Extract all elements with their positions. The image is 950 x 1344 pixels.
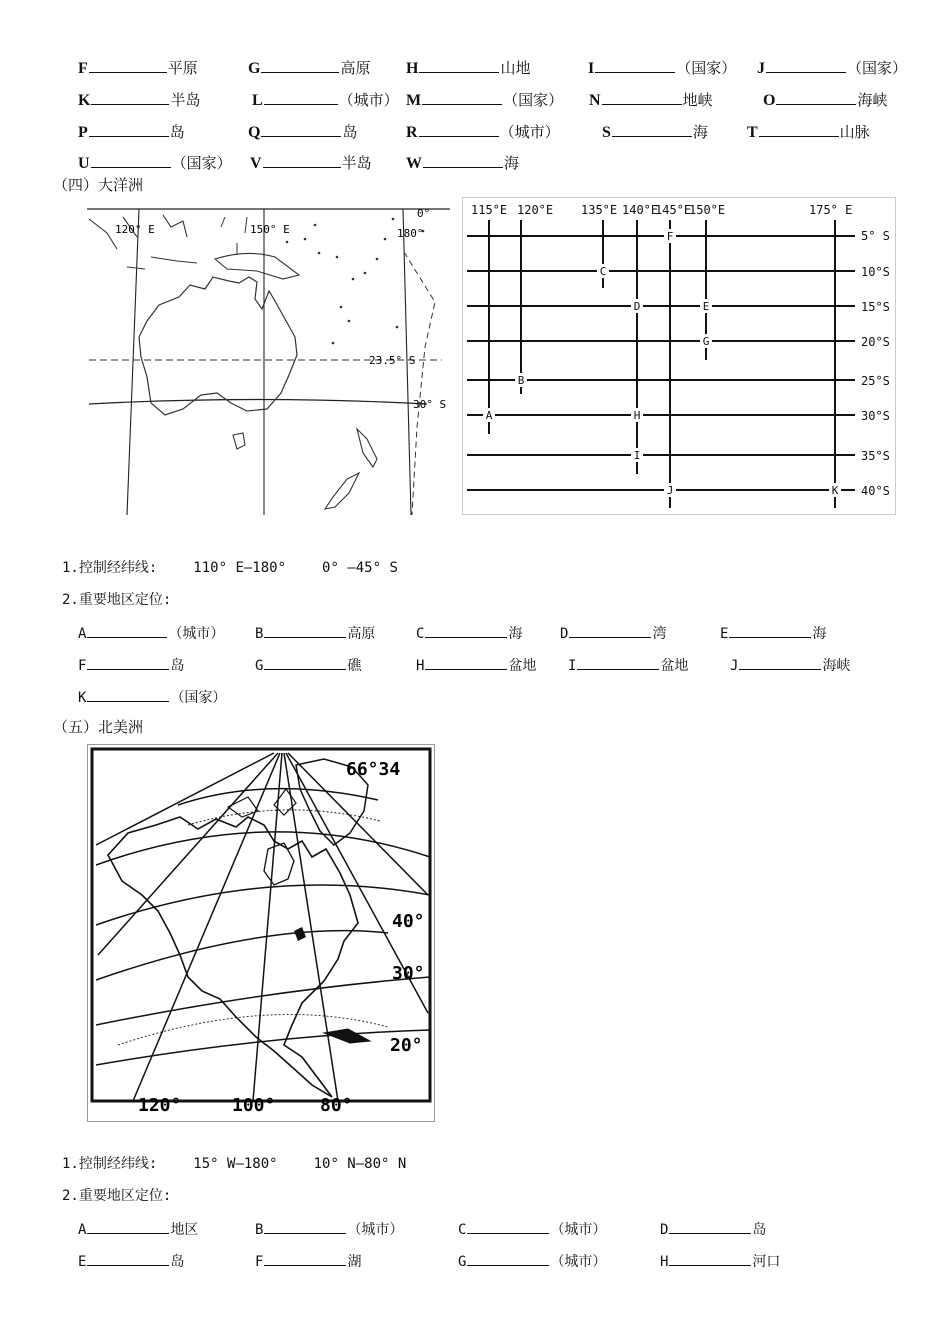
svg-text:15°S: 15°S — [861, 300, 890, 314]
oceania-grid — [462, 197, 896, 515]
fill-item-W: W 海 — [406, 150, 519, 177]
answer-blank[interactable] — [261, 55, 339, 73]
label-tropic: 23.5° S — [369, 354, 416, 367]
svg-text:120°E: 120°E — [517, 203, 554, 217]
fill-item-U: U （国家） — [78, 150, 232, 177]
fill-item-T: T 山脉 — [747, 119, 870, 146]
oceania-item-B: B 高原 — [255, 620, 375, 647]
answer-blank[interactable] — [264, 1248, 346, 1266]
section-heading-oceania: （四）大洋洲 — [53, 176, 144, 194]
na-item-A: A 地区 — [78, 1216, 198, 1243]
answer-blank[interactable] — [467, 1248, 549, 1266]
grid-point-K: K — [831, 484, 839, 497]
answer-blank[interactable] — [87, 620, 167, 638]
oceania-item-D: D 湾 — [560, 620, 666, 647]
oceania-item-G: G 礁 — [255, 652, 361, 679]
oceania-item-K: K （国家） — [78, 684, 226, 711]
answer-blank[interactable] — [467, 1216, 549, 1234]
oceania-item-C: C 海 — [416, 620, 522, 647]
answer-blank[interactable] — [264, 1216, 346, 1234]
grid-point-I: I — [633, 449, 641, 462]
section-heading-north-america: （五）北美洲 — [53, 718, 144, 736]
answer-blank[interactable] — [89, 55, 167, 73]
answer-blank[interactable] — [264, 620, 346, 638]
asia-row-4 — [0, 150, 950, 176]
svg-text:35°S: 35°S — [861, 449, 890, 463]
na-item-H: H 河口 — [660, 1248, 780, 1275]
answer-blank[interactable] — [419, 119, 499, 137]
fill-item-G: G 高原 — [248, 55, 370, 82]
label-lon-150: 150° E — [250, 223, 290, 236]
svg-text:25°S: 25°S — [861, 374, 890, 388]
asia-row-2 — [0, 87, 950, 113]
fill-item-I: I （国家） — [588, 55, 736, 82]
answer-blank[interactable] — [602, 87, 682, 105]
na-locate-label: 2.重要地区定位: — [62, 1188, 172, 1204]
label-arctic: 66°34 — [346, 759, 401, 780]
answer-blank[interactable] — [669, 1216, 751, 1234]
oceania-map — [87, 197, 450, 515]
grid-point-J: J — [666, 484, 674, 497]
grid-point-A: A — [485, 409, 493, 422]
fill-item-N: N 地峡 — [589, 87, 713, 114]
answer-blank[interactable] — [423, 150, 503, 168]
answer-blank[interactable] — [261, 119, 341, 137]
svg-text:175° E: 175° E — [809, 203, 853, 217]
oceania-item-H: H 盆地 — [416, 652, 536, 679]
answer-blank[interactable] — [569, 620, 651, 638]
fill-item-Q: Q 岛 — [248, 119, 357, 146]
label-lon-80: 80° — [320, 1095, 353, 1116]
answer-blank[interactable] — [419, 55, 499, 73]
fill-item-H: H 山地 — [406, 55, 530, 82]
fill-item-K: K 半岛 — [78, 87, 200, 114]
grid-lat-labels — [861, 229, 890, 498]
oceania-item-F: F 岛 — [78, 652, 184, 679]
na-item-G: G （城市） — [458, 1248, 606, 1275]
fill-item-L: L （城市） — [252, 87, 399, 114]
north-america-coast — [108, 817, 358, 1097]
svg-text:20°S: 20°S — [861, 335, 890, 349]
grid-point-H: H — [633, 409, 641, 422]
answer-blank[interactable] — [91, 87, 169, 105]
svg-text:30°S: 30°S — [861, 409, 890, 423]
label-lon-100: 100° — [232, 1095, 276, 1116]
oceania-item-A: A （城市） — [78, 620, 224, 647]
fill-item-V: V 半岛 — [250, 150, 372, 177]
label-lon-120: 120° E — [115, 223, 155, 236]
svg-text:5° S: 5° S — [861, 229, 890, 243]
answer-blank[interactable] — [264, 87, 338, 105]
asia-row-1 — [0, 55, 950, 81]
na-row-2 — [0, 1248, 950, 1274]
answer-blank[interactable] — [729, 620, 811, 638]
na-item-F: F 湖 — [255, 1248, 361, 1275]
grid-lon-labels — [471, 203, 852, 217]
label-lat-30: 30° S — [413, 398, 447, 411]
label-lon-180: 180° — [397, 227, 424, 240]
oceania-item-E: E 海 — [720, 620, 826, 647]
meridian-120 — [127, 209, 139, 515]
grid-point-G: G — [702, 335, 710, 348]
label-lon-120: 120° — [138, 1095, 182, 1116]
oceania-item-J: J 海峡 — [730, 652, 850, 679]
na-item-B: B （城市） — [255, 1216, 403, 1243]
fill-item-F: F 平原 — [78, 55, 198, 82]
answer-blank[interactable] — [425, 652, 507, 670]
fill-item-S: S 海 — [602, 119, 708, 146]
na-row-1 — [0, 1216, 950, 1242]
svg-text:115°E: 115°E — [471, 203, 508, 217]
oceania-control-lines: 1.控制经纬线: 110° E—180° 0° —45° S — [62, 560, 398, 576]
answer-blank[interactable] — [612, 119, 692, 137]
grid-point-E: E — [702, 300, 710, 313]
answer-blank[interactable] — [577, 652, 659, 670]
label-lat-40: 40° — [392, 911, 425, 932]
oceania-item-I: I 盆地 — [568, 652, 688, 679]
label-lat-30: 30° — [392, 963, 425, 984]
oceania-row-3 — [0, 684, 950, 710]
fill-item-M: M （国家） — [406, 87, 563, 114]
answer-blank[interactable] — [87, 1248, 169, 1266]
answer-blank[interactable] — [87, 684, 169, 702]
oceania-row-1 — [0, 620, 950, 646]
fill-item-O: O 海峡 — [763, 87, 887, 114]
answer-blank[interactable] — [91, 150, 171, 168]
label-lat-0: 0° — [417, 207, 431, 220]
na-control-lines: 1.控制经纬线: 15° W—180° 10° N—80° N — [62, 1156, 407, 1172]
svg-text:10°S: 10°S — [861, 265, 890, 279]
grid-point-F: F — [666, 230, 674, 243]
answer-blank[interactable] — [87, 1216, 169, 1234]
answer-blank[interactable] — [595, 55, 675, 73]
answer-blank[interactable] — [669, 1248, 751, 1266]
svg-text:40°S: 40°S — [861, 484, 890, 498]
grid-point-D: D — [633, 300, 641, 313]
answer-blank[interactable] — [739, 652, 821, 670]
dateline — [404, 252, 435, 515]
na-item-E: E 岛 — [78, 1248, 184, 1275]
grid-point-C: C — [599, 265, 607, 278]
north-america-map — [87, 744, 435, 1122]
fill-item-J: J （国家） — [757, 55, 907, 82]
oceania-locate-label: 2.重要地区定位: — [62, 592, 172, 608]
answer-blank[interactable] — [776, 87, 856, 105]
na-item-C: C （城市） — [458, 1216, 606, 1243]
svg-text:145°E: 145°E — [655, 203, 692, 217]
svg-text:150°E: 150°E — [689, 203, 726, 217]
grid-point-B: B — [517, 374, 525, 387]
asia-row-3 — [0, 119, 950, 145]
answer-blank[interactable] — [422, 87, 502, 105]
answer-blank[interactable] — [89, 119, 169, 137]
fill-item-P: P 岛 — [78, 119, 185, 146]
lat30-line — [89, 400, 427, 405]
answer-blank[interactable] — [759, 119, 839, 137]
answer-blank[interactable] — [87, 652, 169, 670]
svg-text:140°E: 140°E — [622, 203, 659, 217]
answer-blank[interactable] — [425, 620, 507, 638]
answer-blank[interactable] — [264, 652, 346, 670]
australia-coast — [139, 277, 297, 415]
answer-blank[interactable] — [263, 150, 341, 168]
answer-blank[interactable] — [766, 55, 846, 73]
svg-text:135°E: 135°E — [581, 203, 618, 217]
fill-item-R: R （城市） — [406, 119, 560, 146]
label-lat-20: 20° — [390, 1035, 423, 1056]
oceania-row-2 — [0, 652, 950, 678]
na-item-D: D 岛 — [660, 1216, 766, 1243]
